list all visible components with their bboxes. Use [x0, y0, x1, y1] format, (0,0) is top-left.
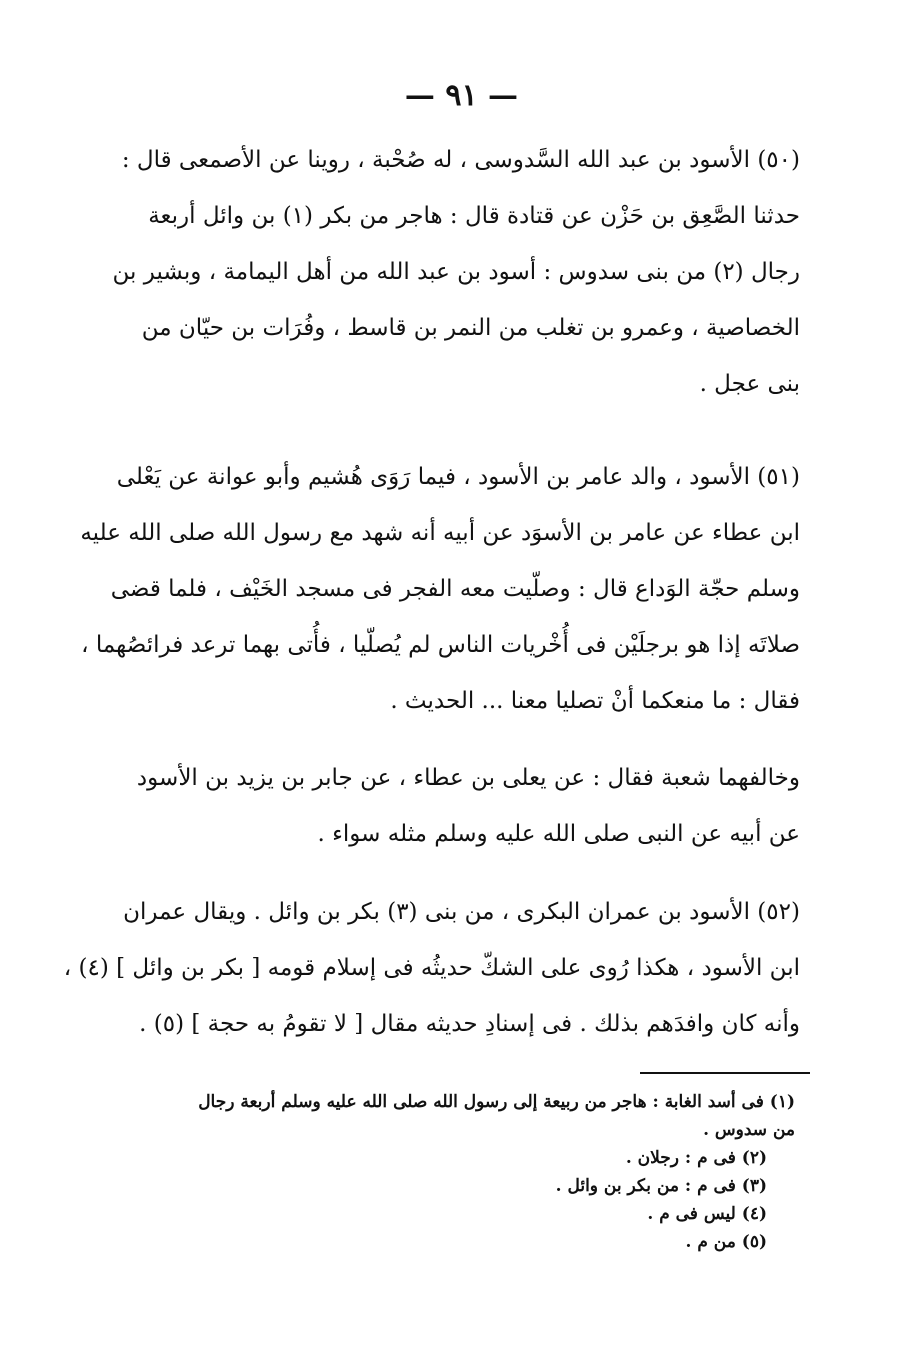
entry-51	[80, 449, 800, 729]
entry-51-continuation	[136, 750, 800, 862]
footnote-1: (١) فى أسد الغابة : هاجر من ربيعة إلى رسول الله صلى الله عليه وسلم أربعة رجال	[198, 1092, 795, 1112]
text-line: وخالفهما شعبة فقال : عن يعلى بن عطاء ، عن جابر بن يزيد بن الأسود	[136, 765, 800, 791]
text-line: رجال (٢) من بنى سدوس : أسود بن عبد الله من أهل اليمامة ، وبشير بن	[112, 259, 800, 285]
footnote-2: (٢) فى م : رجلان .	[625, 1148, 767, 1168]
footnote-divider	[640, 1072, 810, 1074]
entry-50	[112, 132, 800, 412]
entry-52	[63, 884, 800, 1052]
text-line: وسلم حجّة الوَداع قال : وصلّيت معه الفجر فى مسجد الخَيْف ، فلما قضى	[110, 576, 800, 602]
text-line: (٥١) الأسود ، والد عامر بن الأسود ، فيما رَوَى هُشيم وأبو عوانة عن يَعْلى	[116, 464, 800, 490]
text-line: ابن عطاء عن عامر بن الأسوَد عن أبيه أنه شهد مع رسول الله صلى الله عليه	[80, 520, 800, 546]
text-line: وأنه كان وافدَهم بذلك . فى إسنادِ حديثه مقال [ لا تقومُ به حجة ] (٥) .	[139, 1011, 800, 1037]
text-line: الخصاصية ، وعمرو بن تغلب من النمر بن قاسط ، وفُرَات بن حيّان من	[141, 315, 800, 341]
footnote-3: (٣) فى م : من بكر بن وائل .	[555, 1176, 767, 1196]
text-line: صلاتَه إذا هو برجلَيْن فى أُخْريات الناس لم يُصلّيا ، فأُتى بهما ترعد فرائصُهما ،	[81, 632, 800, 658]
page-number: — ٩١ —	[404, 78, 519, 113]
text-line: عن أبيه عن النبى صلى الله عليه وسلم مثله سواء .	[317, 821, 800, 847]
text-line: (٥٠) الأسود بن عبد الله السَّدوسى ، له صُحْبة ، روينا عن الأصمعى قال :	[121, 147, 800, 173]
footnote-5: (٥) من م .	[685, 1232, 767, 1252]
footnote-4: (٤) ليس فى م .	[647, 1204, 767, 1224]
footnotes	[150, 1088, 795, 1256]
text-line: حدثنا الصَّعِق بن حَزْن عن قتادة قال : هاجر من بكر (١) بن وائل أربعة	[148, 203, 800, 229]
text-line: ابن الأسود ، هكذا رُوى على الشكّ حديثُه فى إسلام قومه [ بكر بن وائل ] (٤) ،	[63, 955, 800, 981]
text-line: فقال : ما منعكما أنْ تصليا معنا ... الحديث .	[390, 688, 800, 714]
text-line: (٥٢) الأسود بن عمران البكرى ، من بنى (٣) بكر بن وائل . ويقال عمران	[123, 899, 800, 925]
text-line: بنى عجل .	[699, 371, 800, 397]
footnote-1-continued: من سدوس .	[703, 1120, 795, 1140]
